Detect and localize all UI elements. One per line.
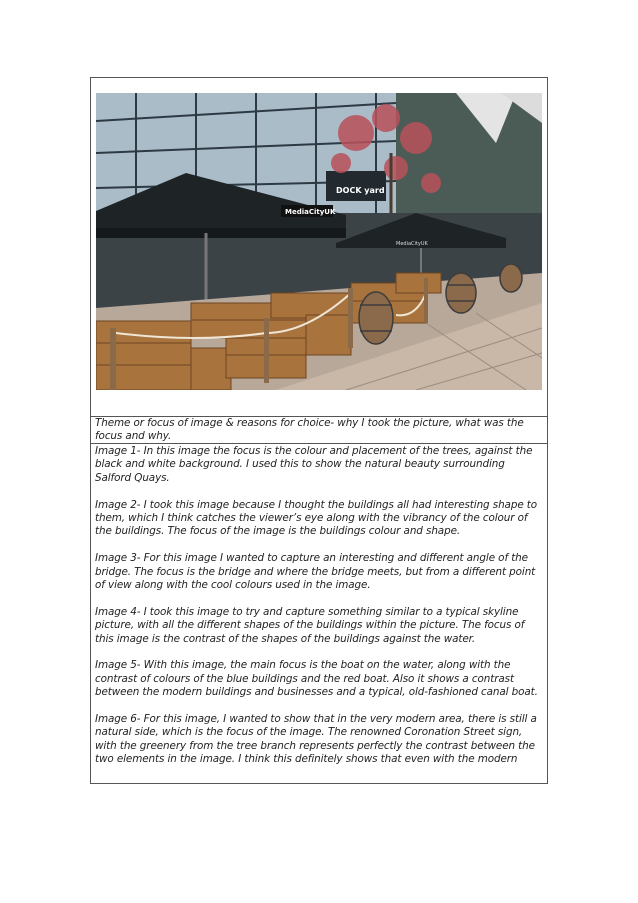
image-6-description: Image 6- For this image, I wanted to show that in the very modern area, there is still a natural side, which is the focus of the image. The renowned Coronation Street sign, with the greenery from the tree branch represents perfectly the contrast between the two elements in the image. I think this definitely shows that even with the modern bbox=[95, 713, 537, 766]
umbrella-sign: MediaCityUK bbox=[285, 208, 336, 216]
image-4-description: Image 4- I took this image to try and capture something similar to a typical skyline picture, with all the different shapes of the buildings within the picture. The focus of this image is the contrast of the shapes of the buildings against the water. bbox=[95, 605, 525, 645]
image-5-description: Image 5- With this image, the main focus is the boat on the water, along with the contrast of colours of the blue buildings and the red boat. Also it shows a contrast between the modern buildings and businesses and a typical, old-fashioned canal boat. bbox=[95, 659, 538, 699]
photo-cell bbox=[91, 78, 547, 417]
image-3-description: Image 3- For this image I wanted to capture an interesting and different angle of the bridge. The focus is the bridge and where the bridge meets, but from a different point of view along with the cool colours used in the image. bbox=[95, 552, 536, 592]
document-table bbox=[90, 77, 548, 784]
theme-heading: Theme or focus of image & reasons for choice- why I took the picture, what was the focus and why. bbox=[95, 417, 524, 443]
image-2-description: Image 2- I took this image because I thought the buildings all had interesting shape to them, which I think catches the viewer’s eye along with the vibrancy of the colour of the buildings. The focus of the image is the buildings colour and shape. bbox=[95, 498, 538, 538]
image-1-description: Image 1- In this image the focus is the colour and placement of the trees, against the black and white background. I used this to show the natural beauty surrounding Salford Quays. bbox=[95, 445, 533, 484]
dockyard-sign: DOCK yard bbox=[336, 186, 385, 195]
heading-cell bbox=[91, 417, 547, 444]
cafe-terrace-photo bbox=[96, 93, 542, 390]
description-cell bbox=[91, 445, 547, 783]
umbrella-sign-2: MediaCityUK bbox=[396, 241, 428, 247]
